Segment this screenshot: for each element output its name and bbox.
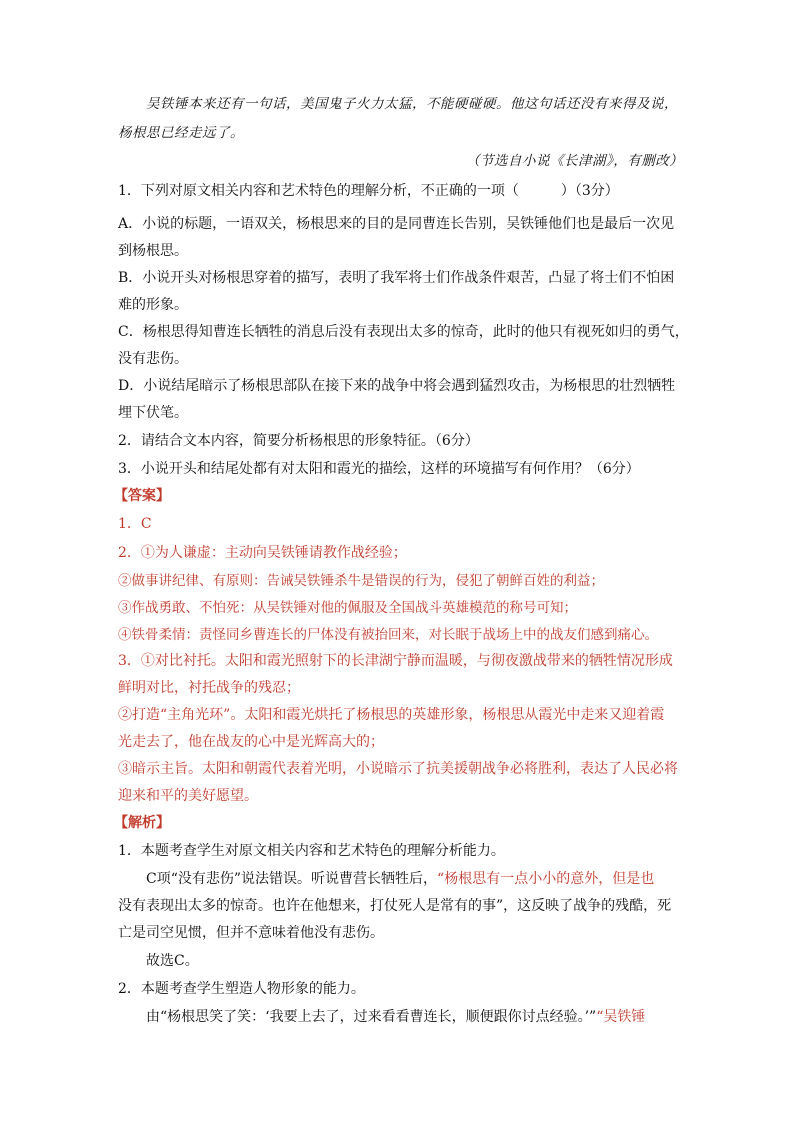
option-c: C．杨根思得知曹连长牺牲的消息后没有表现出太多的惊奇，此时的他只有视死如归的勇气， — [118, 324, 689, 340]
answer-2-first — [118, 543, 407, 563]
analysis-text: C项“没有悲伤”说法错误。听说曹营长牺牲后， — [146, 871, 438, 887]
answer-3-line: ③暗示主旨。太阳和朝霞代表着光明，小说暗示了抗美援朝战争必将胜利，表达了人民必将 — [118, 761, 678, 777]
analysis-text: ，这反映了战争的残酷，死 — [503, 898, 672, 914]
analysis-line: 1．本题考查学生对原文相关内容和艺术特色的理解分析能力。 — [118, 843, 505, 859]
answer-2-line: ③作战勇敢、不怕死：从吴铁锤对他的佩服及全国战斗英雄模范的称号可知； — [118, 600, 577, 616]
answer-1: 1．C — [118, 516, 152, 532]
answer-2-line: ①为人谦虚：主动向吴铁锤请教作战经验； — [140, 545, 407, 561]
question-1: 1．下列对原文相关内容和艺术特色的理解分析，不正确的一项（ ）（3分） — [118, 183, 619, 199]
answer-3-number: 3． — [118, 653, 141, 669]
analysis-line — [118, 896, 671, 916]
passage-source: （节选自小说《长津湖》，有删改） — [466, 153, 684, 169]
answer-3-line: ①对比衬托。太阳和霞光照射下的长津湖宁静而温暖，与彻夜激战带来的牺牲情况形成 — [140, 653, 673, 669]
question-2: 2．请结合文本内容，简要分析杨根思的形象特征。（6分） — [118, 433, 479, 449]
option-c-cont: 没有悲伤。 — [118, 351, 188, 367]
answer-3-line: 鲜明对比，衬托战争的残忍； — [118, 680, 300, 696]
option-b-cont: 难的形象。 — [118, 297, 188, 313]
answer-3-line: ②打造“主角光环”。太阳和霞光烘托了杨根思的英雄形象，杨根思从霞光中走来又迎着霞 — [118, 707, 665, 723]
analysis-quote: “吴铁锤 — [596, 1009, 646, 1025]
answer-heading: 【答案】 — [114, 488, 170, 504]
answer-2-line: ②做事讲纪律、有原则：告诫吴铁锤杀牛是错误的行为，侵犯了朝鲜百姓的利益； — [118, 573, 604, 589]
answer-3-line: 光走去了，他在战友的心中是光辉高大的； — [118, 734, 384, 750]
analysis-heading: 【解析】 — [114, 815, 170, 831]
analysis-quote: “杨根思有一点小小的意外，但是也 — [437, 871, 655, 887]
analysis-line: 亡是司空见惯，但并不意味着他没有悲伤。 — [118, 925, 384, 941]
option-d: D．小说结尾暗示了杨根思部队在接下来的战争中将会遇到猛烈攻击，为杨根思的壮烈牺牲 — [118, 378, 676, 394]
answer-3-first — [118, 651, 673, 671]
analysis-line — [146, 1007, 645, 1027]
option-b: B．小说开头对杨根思穿着的描写，表明了我军将士们作战条件艰苦，凸显了将士们不怕困 — [118, 270, 675, 286]
analysis-line: 故选C。 — [146, 953, 199, 969]
question-3: 3．小说开头和结尾处都有对太阳和霞光的描绘，这样的环境描写有何作用？（6分） — [118, 461, 640, 477]
analysis-quote: 没有表现出太多的惊奇。也许在他想来，打仗死人是常有的事” — [118, 898, 504, 914]
option-a: A．小说的标题，一语双关，杨根思来的目的是同曹连长告别，吴铁锤他们也是最后一次见 — [118, 216, 675, 232]
option-d-cont: 埋下伏笔。 — [118, 405, 188, 421]
answer-3-line: 迎来和平的美好愿望。 — [118, 788, 258, 804]
analysis-line: 2．本题考查学生塑造人物形象的能力。 — [118, 981, 365, 997]
passage-line: 杨根思已经走远了。 — [118, 125, 244, 141]
passage-line: 吴铁锤本来还有一句话，美国鬼子火力太猛，不能硬碰硬。他这句话还没有来得及说， — [146, 96, 678, 112]
analysis-line — [146, 869, 654, 889]
option-a-cont: 到杨根思。 — [118, 243, 188, 259]
answer-2-line: ④铁骨柔情：责怪同乡曹连长的尸体没有被抬回来，对长眠于战场上中的战友们感到痛心。 — [118, 627, 658, 643]
analysis-quote: 由“杨根思笑了笑：‘我要上去了，过来看看曹连长，顺便跟你讨点经验。’” — [146, 1009, 597, 1025]
answer-2-number: 2． — [118, 545, 141, 561]
